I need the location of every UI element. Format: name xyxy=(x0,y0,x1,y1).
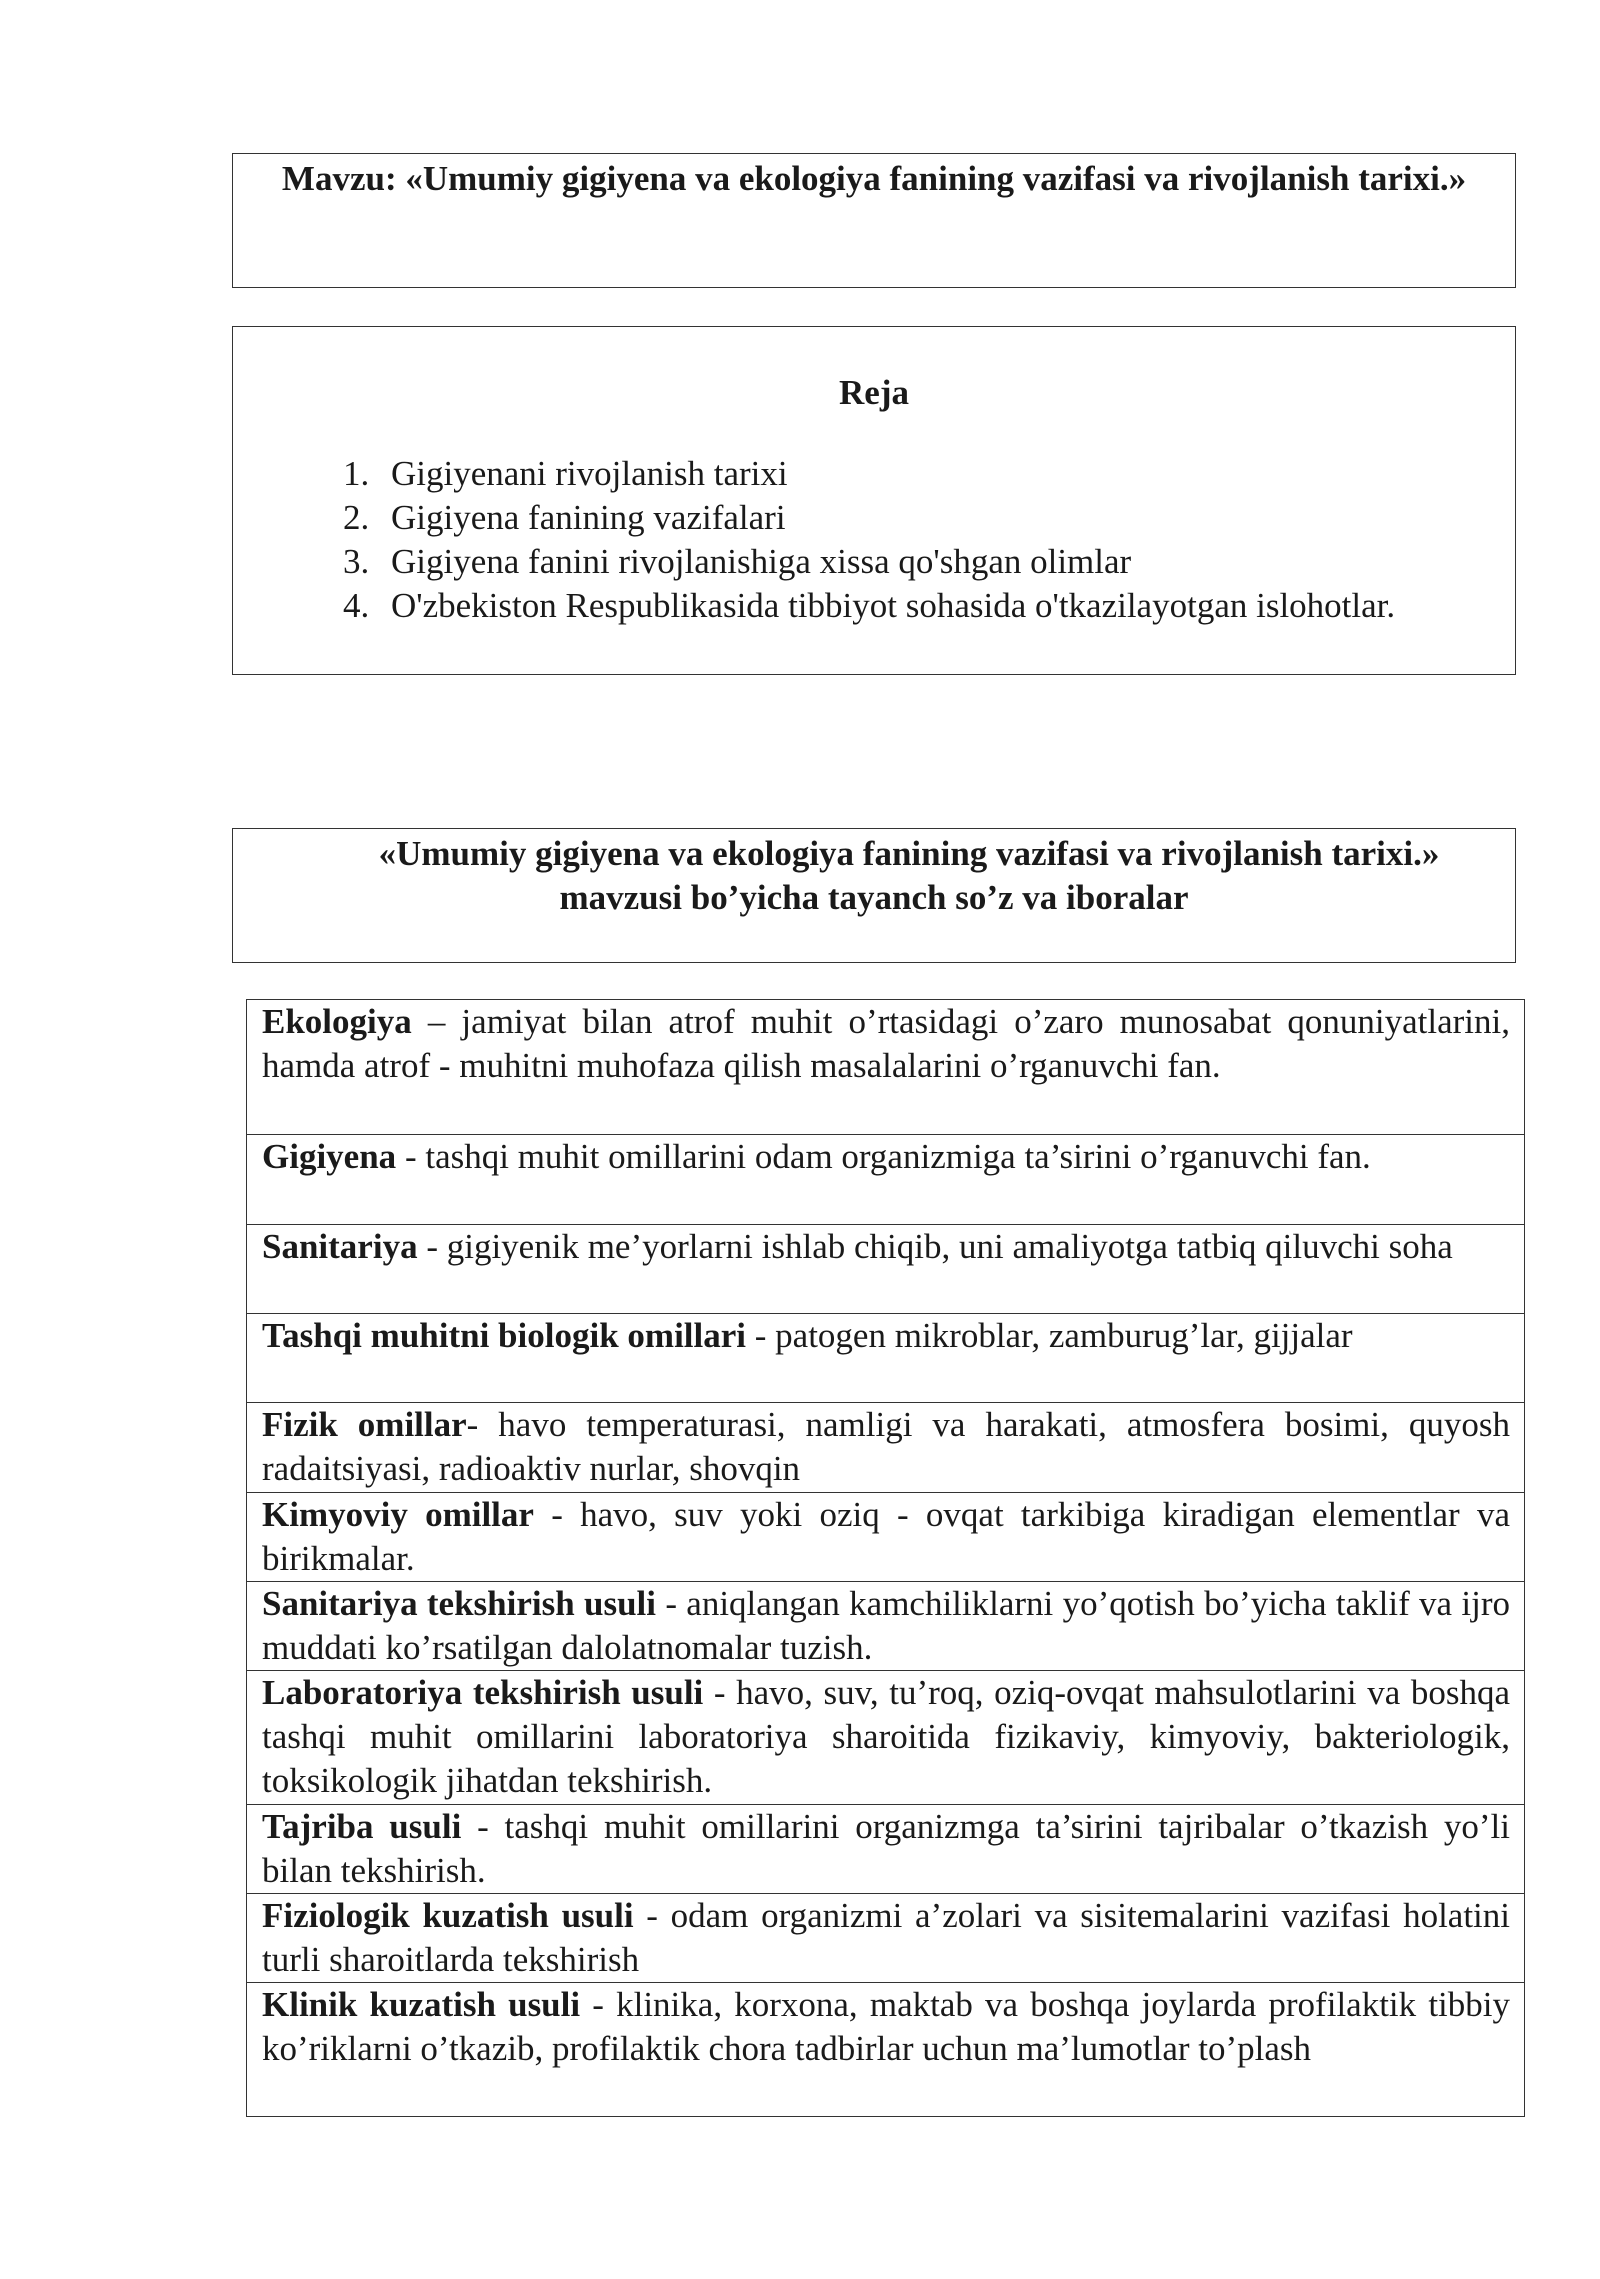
table-row xyxy=(247,1983,1525,2117)
plan-item xyxy=(343,452,1395,496)
table-row xyxy=(247,1000,1525,1135)
plan-item xyxy=(343,496,1395,540)
term-definition: - tashqi muhit omillarini odam organizmiga ta’sirini o’rganuvchi fan. xyxy=(396,1137,1371,1176)
plan-item-text: Gigiyenani rivojlanish tarixi xyxy=(391,454,788,493)
term-cell xyxy=(247,1135,1525,1225)
term-cell xyxy=(247,1894,1525,1983)
term-definition: - havo, suv yoki oziq - ovqat tarkibiga kiradigan elementlar va birikmalar. xyxy=(262,1495,1510,1578)
term-cell xyxy=(247,1671,1525,1805)
plan-title: Reja xyxy=(839,373,909,412)
keywords-title xyxy=(233,832,1515,920)
table-row xyxy=(247,1582,1525,1671)
topic-box xyxy=(232,153,1516,288)
term-name: Ekologiya xyxy=(262,1002,412,1041)
plan-list xyxy=(343,452,1395,628)
term-definition: - aniqlangan kamchiliklarni yo’qotish bo’yicha taklif va ijro muddati ko’rsatilgan dalolatnomalar tuzish. xyxy=(262,1584,1510,1667)
term-cell xyxy=(247,1582,1525,1671)
plan-box xyxy=(232,326,1516,675)
keywords-title-line2: mavzusi bo’yicha tayanch so’z va iboralar xyxy=(559,878,1189,917)
term-definition: - havo, suv, tu’roq, oziq-ovqat mahsulotlarini va boshqa tashqi muhit omillarini laboratoriya sharoitida fizikaviy, kimyoviy, bakteriologik, toksikologik jihatdan tekshirish. xyxy=(262,1673,1510,1800)
topic-title: Mavzu: «Umumiy gigiyena va ekologiya fanining vazifasi va rivojlanish tarixi.» xyxy=(281,159,1467,198)
term-cell xyxy=(247,1000,1525,1135)
term-name: Sanitariya tekshirish usuli xyxy=(262,1584,657,1623)
term-name: Kimyoviy omillar xyxy=(262,1495,534,1534)
term-cell xyxy=(247,1805,1525,1894)
plan-item-number: 2. xyxy=(343,498,370,537)
term-definition: – jamiyat bilan atrof muhit o’rtasidagi o’zaro munosabat qonuniyatlarini, hamda atrof - muhitni muhofaza qilish masalalarini o’rganuvchi fan. xyxy=(262,1002,1510,1085)
keywords-title-line1: «Umumiy gigiyena va ekologiya fanining vazifasi va rivojlanish tarixi.» xyxy=(378,834,1440,873)
term-definition: - gigiyenik me’yorlarni ishlab chiqib, uni amaliyotga tatbiq qiluvchi soha xyxy=(417,1227,1453,1266)
term-name: Laboratoriya tekshirish usuli xyxy=(262,1673,704,1712)
term-definition: - odam organizmi a’zolari va sisitemalarini vazifasi holatini turli sharoitlarda tekshirish xyxy=(262,1896,1510,1979)
term-name: Fiziologik kuzatish usuli xyxy=(262,1896,634,1935)
term-definition: - klinika, korxona, maktab va boshqa joylarda profilaktik tibbiy ko’riklarni o’tkazib, profilaktik chora tadbirlar uchun ma’lumotlar to’plash xyxy=(262,1985,1510,2068)
plan-item-text: O'zbekiston Respublikasida tibbiyot sohasida o'tkazilayotgan islohotlar. xyxy=(391,586,1396,625)
table-row xyxy=(247,1225,1525,1314)
term-definition: - havo temperaturasi, namligi va harakati, atmosfera bosimi, quyosh radaitsiyasi, radioaktiv nurlar, shovqin xyxy=(262,1405,1510,1488)
term-name: Sanitariya xyxy=(262,1227,418,1266)
table-row xyxy=(247,1805,1525,1894)
plan-item-text: Gigiyena fanining vazifalari xyxy=(391,498,786,537)
term-cell xyxy=(247,1314,1525,1403)
term-name: Fizik omillar xyxy=(262,1405,467,1444)
table-row xyxy=(247,1403,1525,1493)
term-cell xyxy=(247,1403,1525,1493)
table-row xyxy=(247,1135,1525,1225)
table-row xyxy=(247,1493,1525,1582)
term-cell xyxy=(247,1493,1525,1582)
plan-item-number: 3. xyxy=(343,542,370,581)
plan-item-number: 1. xyxy=(343,454,370,493)
plan-item-text: Gigiyena fanini rivojlanishiga xissa qo'shgan olimlar xyxy=(391,542,1132,581)
keywords-box xyxy=(232,828,1516,963)
term-name: Tajriba usuli xyxy=(262,1807,462,1846)
plan-item xyxy=(343,584,1395,628)
table-row xyxy=(247,1671,1525,1805)
plan-item xyxy=(343,540,1395,584)
term-name: Tashqi muhitni biologik omillari xyxy=(262,1316,747,1355)
term-cell xyxy=(247,1225,1525,1314)
term-name: Klinik kuzatish usuli xyxy=(262,1985,581,2024)
term-cell xyxy=(247,1983,1525,2117)
term-definition: - tashqi muhit omillarini organizmga ta’sirini tajribalar o’tkazish yo’li bilan tekshirish. xyxy=(262,1807,1510,1890)
table-row xyxy=(247,1314,1525,1403)
term-name: Gigiyena xyxy=(262,1137,397,1176)
terms-table xyxy=(246,999,1525,2117)
table-row xyxy=(247,1894,1525,1983)
term-definition: - patogen mikroblar, zamburug’lar, gijjalar xyxy=(746,1316,1353,1355)
plan-item-number: 4. xyxy=(343,586,370,625)
